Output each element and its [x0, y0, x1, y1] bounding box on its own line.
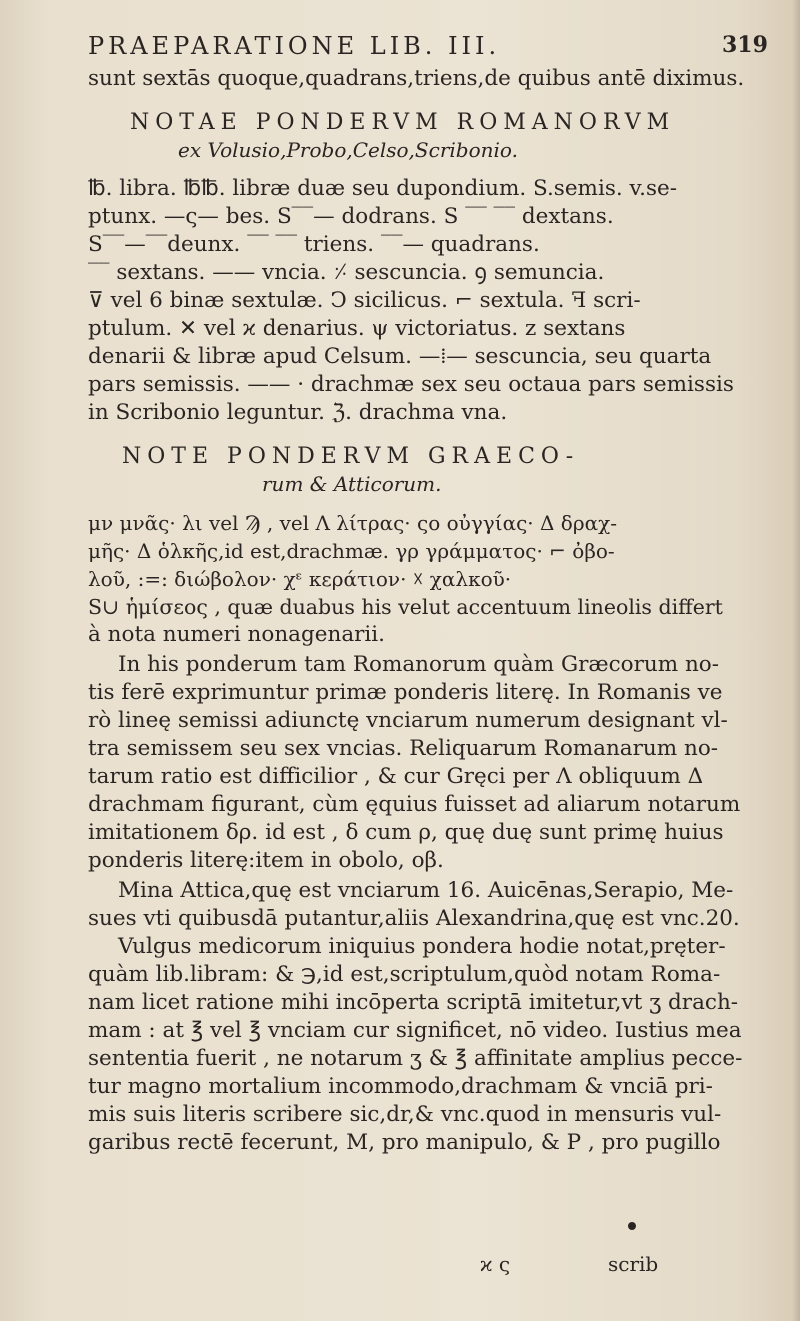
- text-line: tur magno mortalium incommodo,drachmam & vnciā pri-: [88, 1074, 713, 1099]
- text-line: mis suis literis scribere sic,dr,& vnc.quod in mensuris vul-: [88, 1102, 722, 1127]
- text-line: rò lineę semissi adiunctę vnciarum numerum designant vl-: [88, 708, 728, 733]
- section-subheading-greek: rum & Atticorum.: [262, 472, 442, 496]
- text-line: ptunx. —ς— bes. S‾‾— dodrans. S ‾‾ ‾‾ dextans.: [88, 204, 614, 229]
- text-line: λοῦ, :=: διώβολον· χᵋ κεράτιον· ☓ χαλκοῦ·: [88, 567, 512, 591]
- text-line: garibus rectē fecerunt, M, pro manipulo, & P , pro pugillo: [88, 1130, 721, 1155]
- page-number: 319: [722, 32, 768, 58]
- text-line: μῆς· Δ ὁλκῆς,id est,drachmæ. γρ γράμματος· ⌐ ὀβο-: [88, 539, 615, 563]
- text-line: nam licet ratione mihi incōperta scriptā imitetur,vt ʒ drach-: [88, 990, 739, 1015]
- text-line: denarii & libræ apud Celsum. —⁞— sescuncia, seu quarta: [88, 344, 712, 369]
- text-line: quàm lib.libram: & ℈,id est,scriptulum,quòd notam Roma-: [88, 962, 721, 987]
- text-line: In his ponderum tam Romanorum quàm Græcorum no-: [118, 652, 720, 677]
- running-title: PRAEPARATIONE LIB. III.: [88, 32, 501, 60]
- text-line: ptulum. ✕ vel ϰ denarius. ψ victoriatus. z sextans: [88, 316, 626, 341]
- text-line: pars semissis. —— · drachmæ sex seu octaua pars semissis: [88, 372, 734, 397]
- text-line: S∪ ἡμίσεος , quæ duabus his velut accentuum lineolis differt: [88, 595, 723, 619]
- text-line: sunt sextās quoque,quadrans,triens,de quibus antē diximus.: [88, 66, 745, 91]
- page-gutter-shadow: [792, 0, 800, 1321]
- text-line: Vulgus medicorum iniquius pondera hodie notat,pręter-: [118, 934, 726, 959]
- text-line: tis ferē exprimuntur primæ ponderis literę. In Romanis ve: [88, 680, 723, 705]
- text-line: in Scribonio leguntur. ℨ. drachma vna.: [88, 400, 508, 425]
- text-line: sues vti quibusdā putantur,aliis Alexandrina,quę est vnc.20.: [88, 906, 740, 931]
- text-line: ‾‾ sextans. —— vncia. ⸓ sescuncia. ꝯ semuncia.: [88, 260, 605, 285]
- section-heading-roman: NOTAE PONDERVM ROMANORVM: [130, 110, 676, 135]
- text-line: Mina Attica,quę est vnciarum 16. Auicēnas,Serapio, Me-: [118, 878, 734, 903]
- section-heading-greek: NOTE PONDERVM GRAECO-: [122, 444, 580, 469]
- text-line: à nota numeri nonagenarii.: [88, 622, 386, 647]
- text-line: ponderis literę:item in obolo, οβ.: [88, 848, 444, 873]
- text-line: sententia fuerit , ne notarum ʒ & ℥ affinitate amplius pecce-: [88, 1046, 743, 1071]
- text-line: tra semissem seu sex vncias. Reliquarum Romanarum no-: [88, 736, 719, 761]
- ink-blot: [628, 1222, 636, 1230]
- text-line: tarum ratio est difficilior , & cur Gręci per Λ obliquum Δ: [88, 764, 704, 789]
- section-subheading-roman: ex Volusio,Probo,Celso,Scribonio.: [178, 138, 518, 162]
- text-line: drachmam figurant, cùm ęquius fuisset ad aliarum notarum: [88, 792, 741, 817]
- text-line: ⊽ vel 6 binæ sextulæ. Ͻ sicilicus. ⌐ sextula. ꟻ scri-: [88, 288, 641, 313]
- text-line: ℔. libra. ℔℔. libræ duæ seu dupondium. S.semis. v.se-: [88, 176, 677, 201]
- catchword-marks: ϰ ς: [480, 1252, 511, 1276]
- text-line: μν μνᾶς· λι vel Ϡ , vel Λ λίτρας· ςο οὐγγίας· Δ δραχ-: [88, 511, 617, 535]
- text-line: imitationem δρ. id est , δ cum ρ, quę duę sunt primę huius: [88, 820, 724, 845]
- catchword: scrib: [608, 1252, 659, 1276]
- text-line: mam : at ℥ vel ℥ vnciam cur significet, nō video. Iustius mea: [88, 1018, 742, 1043]
- text-line: S‾‾—‾‾deunx. ‾‾ ‾‾ triens. ‾‾— quadrans.: [88, 232, 540, 257]
